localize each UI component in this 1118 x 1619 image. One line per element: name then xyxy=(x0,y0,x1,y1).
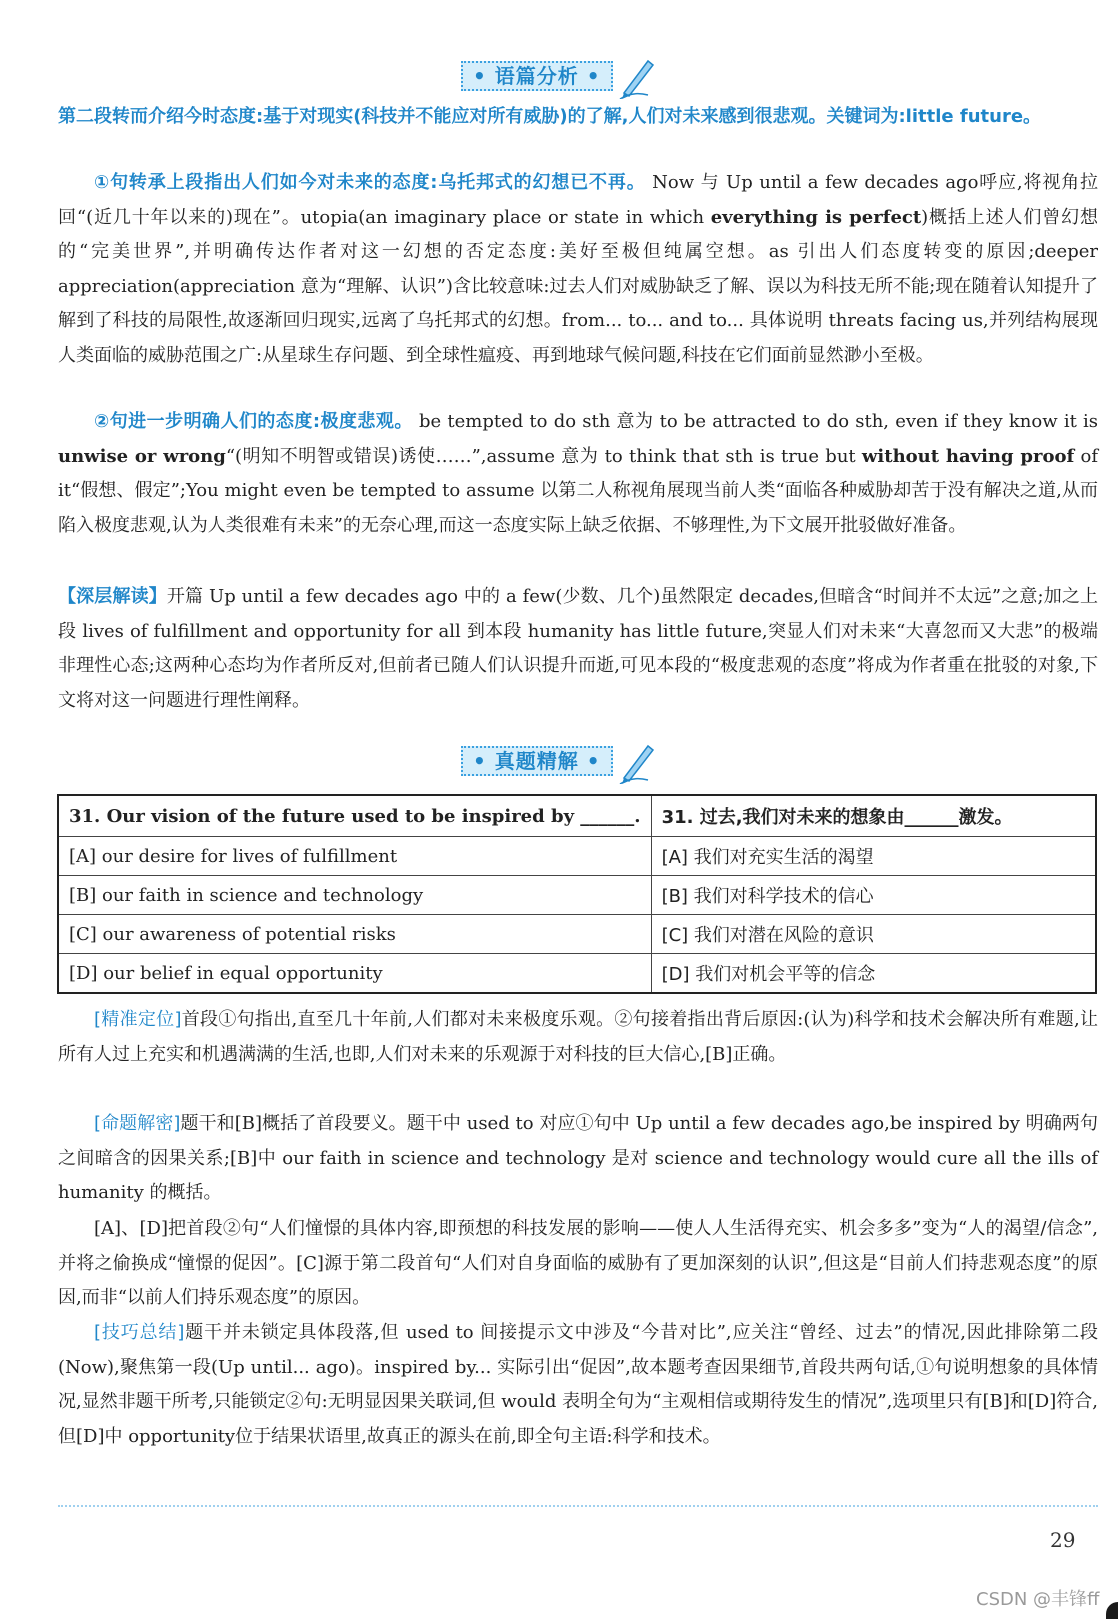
sentence2-text-3: of it“假想、假定”;You might even be tempted to assume 以第二人称视角展现当前人类“面临各种威胁却苦于没有解决之道,从而陷入极度悲观,认为人类很难有未来”的无奈心理,而这一态度实际上缺乏依据、不够理性,为下文展开批驳做好准备。 xyxy=(58,445,1098,536)
paragraph-question-decode xyxy=(58,1107,1098,1211)
sentence1-bold-1: everything is perfect xyxy=(710,206,922,228)
deep-reading-tag: 【深层解读】 xyxy=(58,586,167,607)
sentence2-bold-2: without having proof xyxy=(861,445,1075,467)
precise-location-text: 首段①句指出,直至几十年前,人们都对未来极度乐观。②句接着指出背后原因:(认为)科学和技术会解决所有难题,让所有人过上充实和机遇满满的生活,也即,人们对未来的乐观源于对科技的巨大信心,[B]正确。 xyxy=(58,1009,1098,1065)
option-b-en: [B] our faith in science and technology xyxy=(58,876,651,915)
sentence1-lead: ①句转承上段指出人们如今对未来的态度:乌托邦式的幻想已不再。 xyxy=(94,172,646,193)
option-b-cn: [B] 我们对科学技术的信心 xyxy=(651,876,1096,915)
option-d-cn: [D] 我们对机会平等的信念 xyxy=(651,954,1096,994)
section-title-label: • 语篇分析 • xyxy=(461,61,613,91)
page-corner-mark xyxy=(1106,1602,1118,1619)
sentence2-text-1: be tempted to do sth 意为 to be attracted to do sth, even if they know it is xyxy=(412,411,1099,432)
distractor-analysis-text: [A]、[D]把首段②句“人们憧憬的具体内容,即预想的科技发展的影响——使人人生活得充实、机会多多”变为“人的渴望/信念”,并将之偷换成“憧憬的促因”。[C]源于第二段首句“人们对自身面临的威胁有了更加深刻的认识”,但这是“目前人们持悲观态度”的原因,而非“以前人们持乐观态度”的原因。 xyxy=(58,1218,1098,1308)
question-stem-cn: 31. 过去,我们对未来的想象由______激发。 xyxy=(651,795,1096,837)
question-decode-text: 题干和[B]概括了首段要义。题干中 used to 对应①句中 Up until a few decades ago,be inspired by 明确两句之间暗含的因果关系;[B]中 our faith in science and technology 是对 science and technology would cure all the ills of humanity 的概括。 xyxy=(58,1113,1099,1203)
paragraph-deep-reading xyxy=(58,580,1098,718)
skill-summary-tag: [技巧总结] xyxy=(94,1322,185,1343)
paragraph-skill-summary xyxy=(58,1316,1098,1454)
option-row-b xyxy=(58,876,1096,915)
sentence1-text-2: )概括上述人们曾幻想的“完美世界”,并明确传达作者对这一幻想的否定态度:美好至极但纯属空想。as 引出人们态度转变的原因;deeper appreciation(appreciation 意为“理解、认识”)含比较意味:过去人们对威胁缺乏了解、误以为科技无所不能;现在随着认知提升了解到了科技的局限性,故逐渐回归现实,远离了乌托邦式的幻想。from... to... and to... 具体说明 threats facing us,并列结构展现人类面临的威胁范围之广:从星球生存问题、到全球性瘟疫、再到地球气候问题,科技在它们面前显然渺小至极。 xyxy=(58,206,1098,366)
footer-divider xyxy=(58,1505,1098,1507)
question-table xyxy=(57,794,1097,994)
page-number: 29 xyxy=(1050,1528,1076,1552)
watermark: CSDN @丰锋ff xyxy=(976,1589,1100,1610)
option-a-cn: [A] 我们对充实生活的渴望 xyxy=(651,837,1096,876)
deep-reading-text: 开篇 Up until a few decades ago 中的 a few(少数、几个)虽然限定 decades,但暗含“时间并不太远”之意;加之上段 lives of fulfillment and opportunity for all 到本段 humanity has little future,突显人们对未来“大喜忽而又大悲”的极端非理性心态;这两种心态均为作者所反对,但前者已随人们认识提升而逝,可见本段的“极度悲观的态度”将成为作者重在批驳的对象,下文将对这一问题进行理性阐释。 xyxy=(58,586,1098,711)
question-decode-tag: [命题解密] xyxy=(94,1113,181,1134)
section-title-label: • 真题精解 • xyxy=(461,746,613,776)
section-title-analysis xyxy=(0,55,1118,99)
pen-icon xyxy=(618,55,658,99)
option-row-c xyxy=(58,915,1096,954)
paragraph-intro xyxy=(58,100,1098,135)
sentence2-text-2: “(明知不明智或错误)诱使……”,assume 意为 to think that sth is true but xyxy=(225,445,862,467)
option-c-cn: [C] 我们对潜在风险的意识 xyxy=(651,915,1096,954)
section-title-answer xyxy=(0,740,1118,784)
option-row-d xyxy=(58,954,1096,994)
intro-summary: 第二段转而介绍今时态度:基于对现实(科技并不能应对所有威胁)的了解,人们对未来感到很悲观。关键词为:little future。 xyxy=(58,106,1042,127)
question-stem-row xyxy=(58,795,1096,837)
sentence2-bold-1: unwise or wrong xyxy=(58,445,226,467)
paragraph-sentence2-analysis xyxy=(58,405,1098,543)
paragraph-distractor-analysis xyxy=(58,1212,1098,1316)
option-a-en: [A] our desire for lives of fulfillment xyxy=(58,837,651,876)
precise-location-tag: [精准定位] xyxy=(94,1009,182,1030)
question-stem-en: 31. Our vision of the future used to be inspired by ______. xyxy=(58,795,651,837)
option-row-a xyxy=(58,837,1096,876)
sentence2-lead: ②句进一步明确人们的态度:极度悲观。 xyxy=(94,411,413,432)
skill-summary-text: 题干并未锁定具体段落,但 used to 间接提示文中涉及“今昔对比”,应关注“曾经、过去”的情况,因此排除第二段(Now),聚焦第一段(Up until... ago)。inspired by... 实际引出“促因”,故本题考查因果细节,首段共两句话,①句说明想象的具体情况,显然非题干所考,只能锁定②句:无明显因果关联词,但 would 表明全句为“主观相信或期待发生的情况”,选项里只有[B]和[D]符合,但[D]中 opportunity位于结果状语里,故真正的源头在前,即全句主语:科学和技术。 xyxy=(58,1322,1098,1447)
option-d-en: [D] our belief in equal opportunity xyxy=(58,954,651,994)
pen-icon xyxy=(618,740,658,784)
paragraph-sentence1-analysis xyxy=(58,166,1098,373)
paragraph-precise-location xyxy=(58,1003,1098,1072)
sentence1-text-1: Now 与 Up until a few decades ago呼应,将视角拉回“(近几十年以来的)现在”。utopia(an imaginary place or state in which xyxy=(58,172,1098,228)
option-c-en: [C] our awareness of potential risks xyxy=(58,915,651,954)
